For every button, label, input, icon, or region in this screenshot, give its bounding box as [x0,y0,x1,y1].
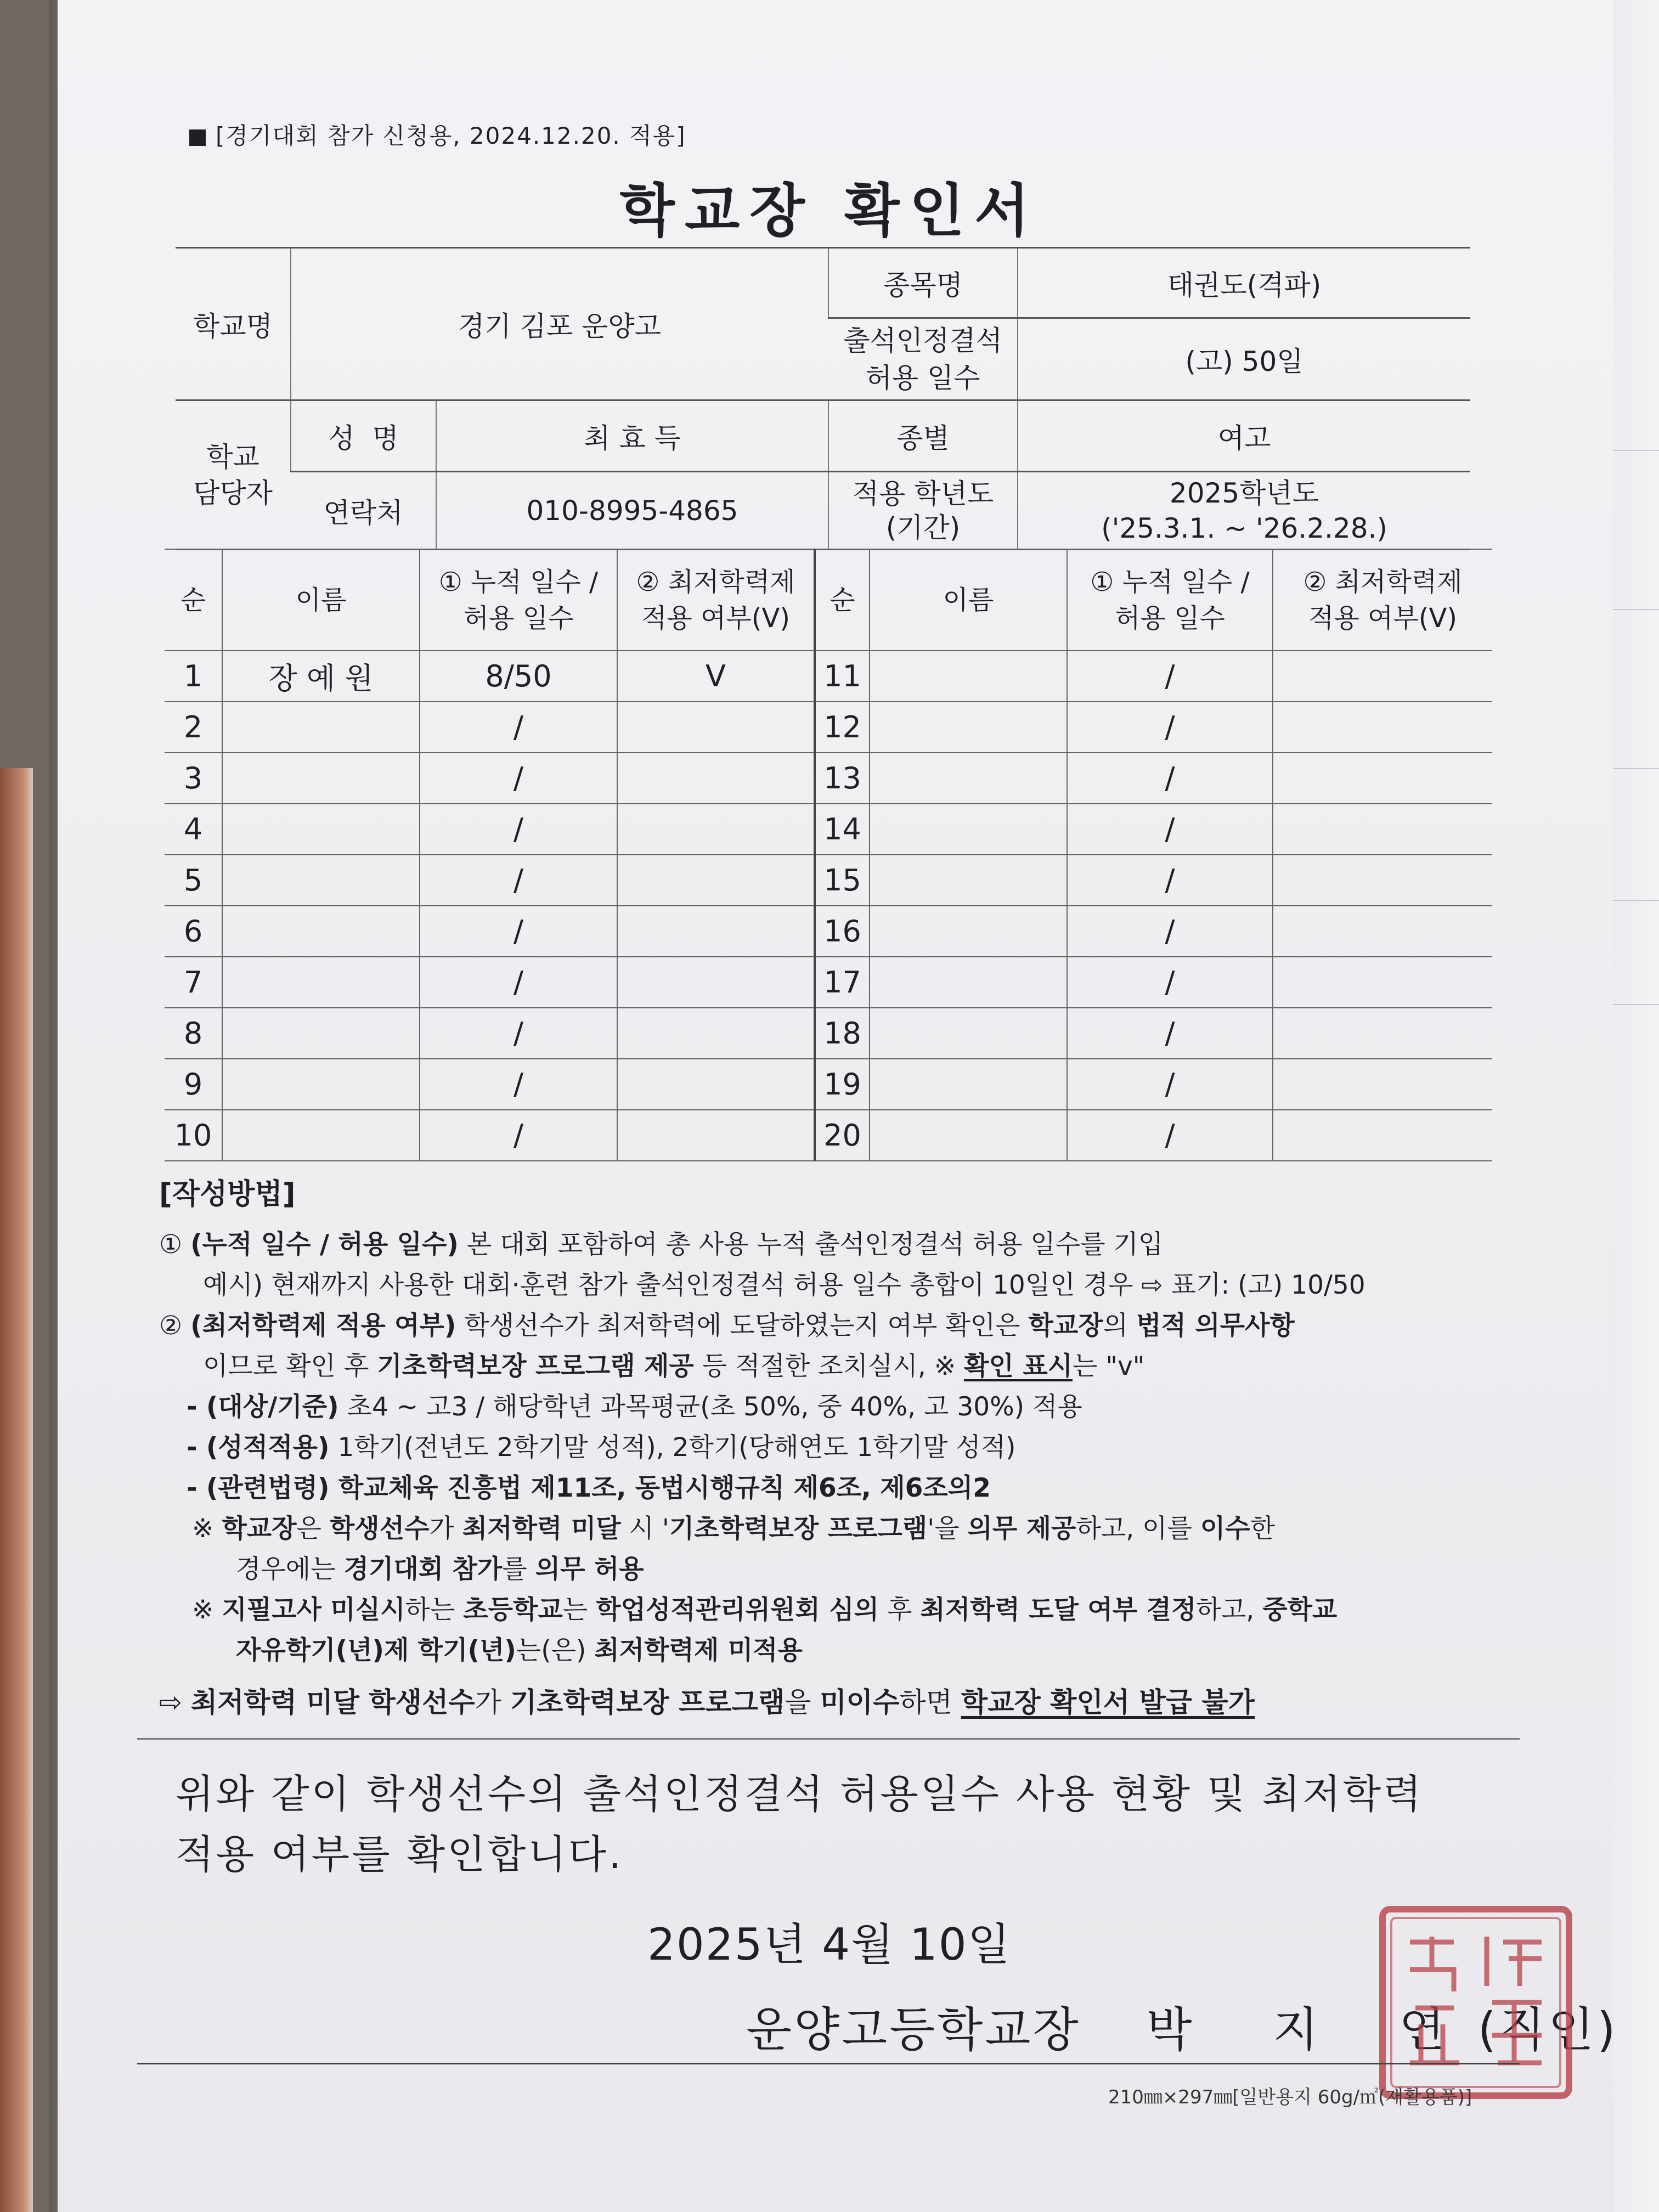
row-days: / [1067,1110,1273,1161]
row-no: 4 [165,804,222,855]
roster-table [165,549,1492,1161]
row-days: / [420,753,617,804]
table-row [165,855,1492,906]
row-days: / [1067,804,1273,855]
row-min [1273,753,1492,804]
row-min [617,1008,815,1059]
table-row [165,957,1492,1008]
row-name [870,753,1067,804]
category-value: 여고 [1018,400,1470,472]
row-no: 9 [165,1059,222,1110]
row-min: V [617,651,815,702]
name-value: 최 효 득 [436,400,828,472]
col-min-right: ② 최저학력제 적용 여부(V) [1273,549,1492,651]
year-label: 적용 학년도 (기간) [828,472,1018,550]
row-no: 10 [165,1110,222,1161]
row-no: 19 [815,1059,870,1110]
row-name [222,702,420,753]
row-min [1273,1008,1492,1059]
contact-value: 010-8995-4865 [436,472,828,550]
row-days: / [420,906,617,957]
instr-line-11: 자유학기(년)제 학기(년)는(은) 최저학력제 미적용 [236,1635,803,1666]
info-table [176,247,1470,550]
row-days: / [1067,957,1273,1008]
row-min [617,906,815,957]
row-days: / [420,957,617,1008]
col-days-right: ① 누적 일수 / 허용 일수 [1067,549,1273,651]
row-no: 17 [815,957,870,1008]
row-name [222,906,420,957]
row-no: 7 [165,957,222,1008]
instr-line-4: 이므로 확인 후 기초학력보장 프로그램 제공 등 적절한 조치실시, ※ 확인 표시는 "v" [203,1351,1145,1381]
table-row [165,702,1492,753]
instr-line-12: ⇨ 최저학력 미달 학생선수가 기초학력보장 프로그램을 미이수하면 학교장 확인서 발급 불가 [159,1686,1255,1718]
instr-line-2: 예시) 현재까지 사용한 대회·훈련 참가 출석인정결석 허용 일수 총합이 10일인 경우 ⇨ 표기: (고) 10/50 [203,1270,1365,1300]
row-name [870,1008,1067,1059]
table-row [165,804,1492,855]
instr-line-1: ① (누적 일수 / 허용 일수) 본 대회 포함하여 총 사용 누적 출석인정결석 허용 일수를 기입 [159,1229,1164,1260]
instr-line-3: ② (최저학력제 적용 여부) 학생선수가 최저학력에 도달하였는지 여부 확인은 학교장의 법적 의무사항 [159,1311,1295,1341]
row-min [1273,651,1492,702]
row-min [1273,957,1492,1008]
row-name [870,906,1067,957]
row-name [222,1008,420,1059]
document-title: 학교장 확인서 [619,177,1040,244]
row-name [870,1059,1067,1110]
issue-date: 2025년 4월 10일 [647,1919,1011,1970]
school-value: 경기 김포 운양고 [291,248,828,400]
row-name [222,855,420,906]
col-no-right: 순 [815,549,870,651]
manager-label: 학교 담당자 [176,400,291,550]
contact-label: 연락처 [291,472,436,550]
row-days: / [1067,702,1273,753]
row-days: / [420,855,617,906]
row-min [1273,804,1492,855]
row-name [222,804,420,855]
row-no: 3 [165,753,222,804]
row-no: 14 [815,804,870,855]
row-min [617,753,815,804]
official-seal-icon [1372,1898,1580,2107]
row-name [870,702,1067,753]
row-min [617,702,815,753]
row-name [870,957,1067,1008]
table-row [165,1008,1492,1059]
row-min [1273,1059,1492,1110]
row-min [617,804,815,855]
row-name [222,1110,420,1161]
row-days: / [1067,855,1273,906]
principal-signature: 운양고등학교장 박 지 연(직인) [746,2002,1619,2057]
row-min [1273,855,1492,906]
row-min [617,1110,815,1161]
col-name: 이름 [222,549,420,651]
row-no: 13 [815,753,870,804]
row-name [870,804,1067,855]
row-days: / [420,1110,617,1161]
col-name-right: 이름 [870,549,1067,651]
instr-line-5: - (대상/기준) 초4 ~ 고3 / 해당학년 과목평균(초 50%, 중 40%, 고 30%) 적용 [187,1392,1082,1422]
instr-line-9: 경우에는 경기대회 참가를 의무 허용 [236,1554,644,1584]
table-row [165,651,1492,702]
row-days: 8/50 [420,651,617,702]
allowed-days-value: (고) 50일 [1018,318,1470,400]
row-no: 2 [165,702,222,753]
row-no: 18 [815,1008,870,1059]
event-value: 태권도(격파) [1018,248,1470,318]
name-label: 성 명 [291,400,436,472]
row-name [870,1110,1067,1161]
instr-line-8: ※ 학교장은 학생선수가 최저학력 미달 시 '기초학력보장 프로그램'을 의무 제공하고, 이를 이수한 [192,1514,1276,1544]
row-name [870,651,1067,702]
row-min [1273,702,1492,753]
table-row [165,906,1492,957]
school-label: 학교명 [176,248,291,400]
year-value: 2025학년도 ('25.3.1. ~ '26.2.28.) [1018,472,1470,550]
confirmation-text: 위와 같이 학생선수의 출석인정결석 허용일수 사용 현황 및 최저학력 적용 여부를 확인합니다. [176,1771,1424,1877]
row-min [617,1059,815,1110]
footer-divider [137,2063,1520,2064]
arrow-icon: ⇨ [159,1686,182,1718]
table-row [165,1059,1492,1110]
row-min [1273,1110,1492,1161]
row-days: / [1067,906,1273,957]
row-no: 16 [815,906,870,957]
row-no: 11 [815,651,870,702]
row-no: 1 [165,651,222,702]
row-days: / [1067,1059,1273,1110]
table-row [165,753,1492,804]
row-name [222,1059,420,1110]
col-min: ② 최저학력제 적용 여부(V) [617,549,815,651]
divider [137,1738,1520,1740]
instructions-title: [작성방법] [159,1178,296,1211]
square-bullet-icon [189,129,206,146]
row-min [617,957,815,1008]
event-label: 종목명 [828,248,1018,318]
table-row [165,1110,1492,1161]
row-no: 20 [815,1110,870,1161]
row-name [222,753,420,804]
col-days: ① 누적 일수 / 허용 일수 [420,549,617,651]
row-days: / [420,1059,617,1110]
col-no: 순 [165,549,222,651]
row-days: / [1067,1008,1273,1059]
row-name [870,855,1067,906]
instructions [159,1174,1520,1723]
row-no: 6 [165,906,222,957]
paper-spec: 210㎜×297㎜[일반용지 60g/㎡(재활용품)] [1108,2086,1472,2108]
row-no: 12 [815,702,870,753]
desk-edge [0,768,33,2212]
row-no: 15 [815,855,870,906]
row-days: / [420,804,617,855]
allowed-days-label: 출석인정결석 허용 일수 [828,318,1018,400]
roster-body [165,651,1492,1161]
row-no: 8 [165,1008,222,1059]
row-days: / [1067,753,1273,804]
row-days: / [420,702,617,753]
row-no: 5 [165,855,222,906]
category-label: 종별 [828,400,1018,472]
row-min [1273,906,1492,957]
instr-line-6: - (성적적용) 1학기(전년도 2학기말 성적), 2학기(당해연도 1학기말 성적) [187,1432,1016,1463]
row-min [617,855,815,906]
instr-line-10: ※ 지필고사 미실시하는 초등학교는 학업성적관리위원회 심의 후 최저학력 도달 여부 결정하고, 중학교 [192,1595,1338,1625]
instr-line-7: - (관련법령) 학교체육 진흥법 제11조, 동법시행규칙 제6조, 제6조의2 [187,1473,991,1503]
row-days: / [420,1008,617,1059]
form-label: [경기대회 참가 신청용, 2024.12.20. 적용] [189,118,686,151]
row-name: 장 예 원 [222,651,420,702]
row-name [222,957,420,1008]
row-days: / [1067,651,1273,702]
